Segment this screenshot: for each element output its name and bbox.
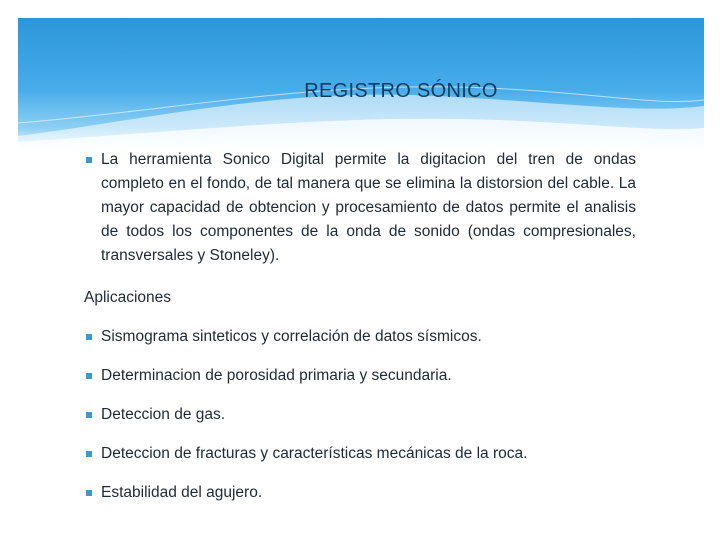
square-bullet-icon bbox=[86, 412, 92, 418]
square-bullet-icon bbox=[86, 334, 92, 340]
list-item-text: Estabilidad del agujero. bbox=[101, 484, 263, 501]
square-bullet-icon bbox=[86, 157, 92, 163]
list-item bbox=[84, 325, 636, 349]
list-item-text: Deteccion de gas. bbox=[101, 406, 226, 423]
square-bullet-icon bbox=[86, 373, 92, 379]
list-item-text: Sismograma sinteticos y correlación de datos sísmicos. bbox=[101, 328, 482, 345]
list-item-text: Deteccion de fracturas y características mecánicas de la roca. bbox=[101, 445, 528, 462]
list-item-text: Determinacion de porosidad primaria y secundaria. bbox=[101, 367, 452, 384]
title-banner bbox=[18, 18, 704, 148]
slide-body bbox=[84, 148, 636, 520]
section-heading: Aplicaciones bbox=[84, 289, 172, 306]
list-item bbox=[84, 442, 636, 466]
slide-title: REGISTRO SÓNICO bbox=[304, 80, 498, 102]
square-bullet-icon bbox=[86, 490, 92, 496]
list-item bbox=[84, 403, 636, 427]
list-item bbox=[84, 364, 636, 388]
description-paragraph bbox=[84, 148, 636, 268]
square-bullet-icon bbox=[86, 451, 92, 457]
applications-list bbox=[84, 325, 636, 505]
description-text: La herramienta Sonico Digital permite la digitacion del tren de ondas completo en el fondo, de tal manera que se elimina la distorsion del cable. La mayor capacidad de obtencion y procesamiento de datos permite el analisis de todos los componentes de la onda de sonido (ondas compresionales, transversales y Stoneley). bbox=[101, 151, 636, 264]
list-item bbox=[84, 481, 636, 505]
